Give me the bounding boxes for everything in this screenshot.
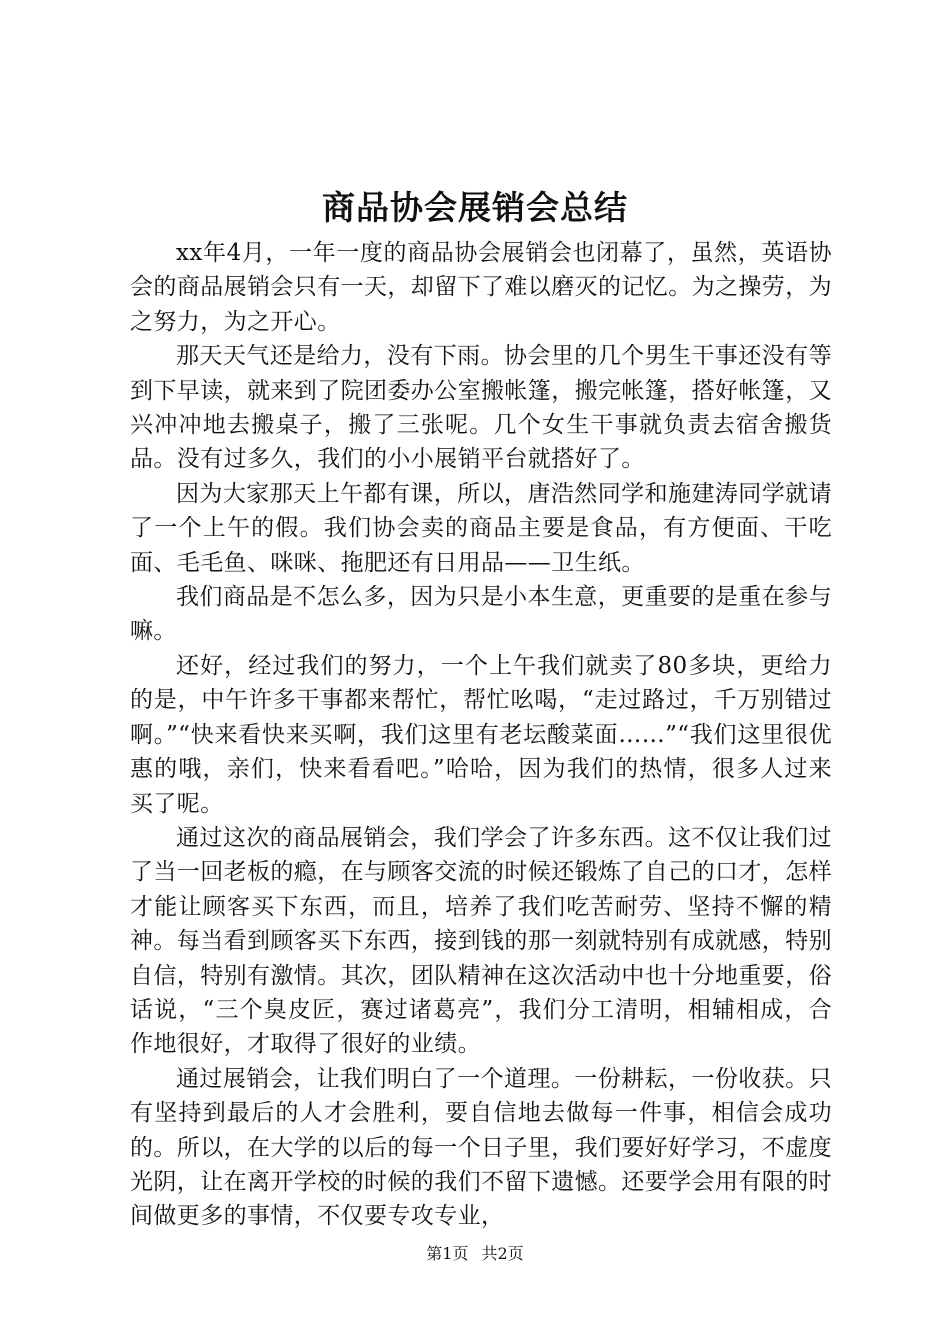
paragraph-7: 通过展销会，让我们明白了一个道理。一份耕耘，一份收获。只有坚持到最后的人才会胜利，要自信地去做每一件事，相信会成功的。所以，在大学的以后的每一个日子里，我们要好好学习，不虚度光阴，让在离开学校的时候的我们不留下遗憾。还要学会用有限的时间做更多的事情，不仅要专攻专业，: [130, 1065, 832, 1230]
paragraph-3: 因为大家那天上午都有课，所以，唐浩然同学和施建涛同学就请了一个上午的假。我们协会卖的商品主要是食品，有方便面、干吃面、毛毛鱼、咪咪、拖肥还有日用品——卫生纸。: [130, 480, 832, 576]
paragraph-2: 那天天气还是给力，没有下雨。协会里的几个男生干事还没有等到下早读，就来到了院团委办公室搬帐篷，搬完帐篷，搭好帐篷，又兴冲冲地去搬桌子，搬了三张呢。几个女生干事就负责去宿舍搬货品。没有过多久，我们的小小展销平台就搭好了。: [130, 343, 832, 473]
page-total: 共2页: [481, 1244, 524, 1263]
paragraph-1: xx年4月，一年一度的商品协会展销会也闭幕了，虽然，英语协会的商品展销会只有一天，却留下了难以磨灭的记忆。为之操劳，为之努力，为之开心。: [130, 240, 832, 335]
document-body: [130, 236, 832, 1234]
paragraph-6: 通过这次的商品展销会，我们学会了许多东西。这不仅让我们过了当一回老板的瘾，在与顾客交流的时候还锻炼了自己的口才，怎样才能让顾客买下东西，而且，培养了我们吃苦耐劳、坚持不懈的精神。每当看到顾客买下东西，接到钱的那一刻就特别有成就感，特别自信，特别有激情。其次，团队精神在这次活动中也十分地重要，俗话说，“三个臭皮匠，赛过诸葛亮”，我们分工清明，相辅相成，合作地很好，才取得了很好的业绩。: [130, 824, 832, 1058]
page-footer: [0, 1243, 950, 1265]
paragraph-5: 还好，经过我们的努力，一个上午我们就卖了80多块，更给力的是，中午许多干事都来帮忙，帮忙吆喝，“走过路过，千万别错过啊。”“快来看快来买啊，我们这里有老坛酸菜面……”“我们这里很优惠的哦，亲们，快来看看吧。”哈哈，因为我们的热情，很多人过来买了呢。: [130, 652, 832, 817]
page-number: 第1页: [426, 1244, 469, 1263]
paragraph-4: 我们商品是不怎么多，因为只是小本生意，更重要的是重在参与嘛。: [130, 584, 832, 645]
document-title: 商品协会展销会总结: [322, 188, 628, 227]
